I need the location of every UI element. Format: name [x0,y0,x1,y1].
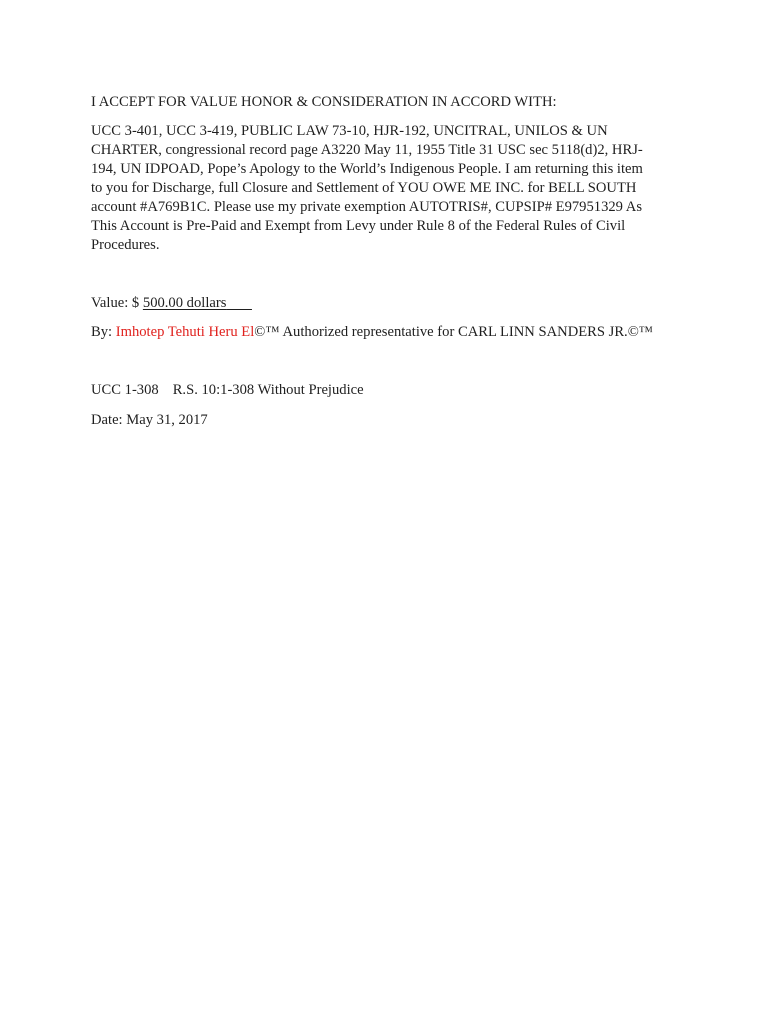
representative-text: ©™ Authorized representative for CARL LINN SANDERS JR.©™ [254,324,654,340]
body-line: to you for Discharge, full Closure and Settlement of YOU OWE ME INC. for BELL SOUTH [91,180,637,196]
body-paragraph [91,122,691,255]
ucc-rs-text: R.S. 10:1-308 Without Prejudice [172,382,364,398]
body-line: 194, UN IDPOAD, Pope’s Apology to the World’s Indigenous People. I am returning this item [91,161,643,177]
ucc-reference-line [91,381,364,400]
body-line: account #A769B1C. Please use my private exemption AUTOTRIS#, CUPSIP# E97951329 As [91,199,643,215]
by-label: By: [91,324,116,340]
value-line [91,294,252,313]
body-line: UCC 3-401, UCC 3-419, PUBLIC LAW 73-10, HJR-192, UNCITRAL, UNILOS & UN [91,123,608,139]
body-line: Procedures. [91,237,160,253]
value-amount: 500.00 dollars [142,295,227,311]
body-line: This Account is Pre-Paid and Exempt from Levy under Rule 8 of the Federal Rules of Civil [91,218,626,234]
date-line: Date: May 31, 2017 [91,412,208,428]
signatory-name: Imhotep Tehuti Heru El [115,324,255,340]
value-label: Value: $ [91,295,143,311]
body-line: CHARTER, congressional record page A3220 May 11, 1955 Title 31 USC sec 5118(d)2, HRJ- [91,142,643,158]
document-heading: I ACCEPT FOR VALUE HONOR & CONSIDERATION IN ACCORD WITH: [91,94,557,110]
signature-line [91,323,653,342]
ucc-code: UCC 1-308 [91,382,159,398]
